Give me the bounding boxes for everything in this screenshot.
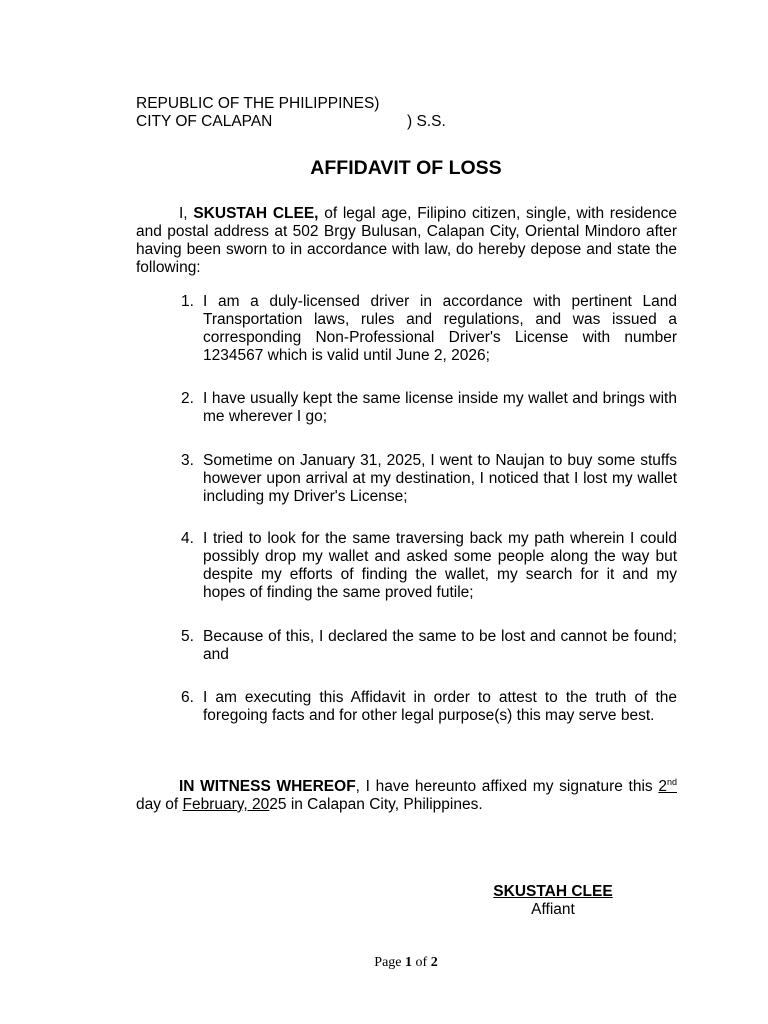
affiant-name-inline: SKUSTAH CLEE, [193, 205, 319, 222]
item-number: 2. [181, 390, 194, 407]
affiant-label: Affiant [531, 901, 575, 918]
item-text: I have usually kept the same license inside my wallet and brings with me wherever I go; [203, 390, 677, 425]
caption-line-1 [136, 95, 446, 113]
witness-day-suffix: nd [666, 777, 677, 787]
item-text: I am executing this Affidavit in order to attest to the truth of the foregoing facts and for other legal purpose(s) this may serve best. [203, 689, 677, 724]
document-title: AFFIDAVIT OF LOSS [310, 157, 502, 179]
caption-republic: REPUBLIC OF THE PHILIPPINES) [136, 95, 380, 112]
case-caption [136, 95, 446, 131]
item-text: Because of this, I declared the same to be lost and cannot be found; and [203, 628, 677, 663]
list-item [181, 628, 677, 664]
page-footer [0, 954, 768, 972]
list-item [181, 293, 677, 365]
intro-body: of legal age, Filipino citizen, single, with residence and postal address at 502 Brgy Bulusan, Calapan City, Oriental Mindoro after having been sworn to in accordance with law, do hereby depose and state the following: [136, 205, 677, 276]
list-item [181, 689, 677, 725]
item-text: I am a duly-licensed driver in accordance with pertinent Land Transportation laws, rules and regulations, and was issued a corresponding Non-Professional Driver's License with number 1234567 which is valid until June 2, 2026; [203, 293, 677, 364]
witness-day [658, 778, 677, 795]
list-item [181, 390, 677, 426]
item-number: 3. [181, 452, 194, 469]
item-number: 6. [181, 689, 194, 706]
witness-paragraph [136, 778, 677, 814]
list-item [181, 530, 677, 602]
item-number: 5. [181, 628, 194, 645]
witness-text-2: day of [136, 796, 183, 813]
witness-day-number: 2 [658, 778, 667, 795]
footer-of-word: of [412, 955, 431, 970]
intro-paragraph [136, 205, 677, 277]
item-number: 1. [181, 293, 194, 310]
witness-month-year: February, 20 [182, 796, 270, 813]
signature-block [470, 883, 636, 919]
witness-text-3: 25 in Calapan City, Philippines. [269, 796, 483, 813]
caption-city: CITY OF CALAPAN [136, 113, 273, 130]
list-item [181, 452, 677, 506]
item-number: 4. [181, 530, 194, 547]
intro-prefix: I, [179, 205, 194, 222]
caption-ss: ) S.S. [407, 113, 446, 130]
footer-total-pages: 2 [430, 955, 438, 970]
footer-page-word: Page [374, 955, 406, 970]
item-text: Sometime on January 31, 2025, I went to Naujan to buy some stuffs however upon arrival at my destination, I noticed that I lost my wallet including my Driver's License; [203, 452, 677, 505]
caption-line-2 [136, 113, 446, 131]
witness-text-1: , I have hereunto affixed my signature this [355, 778, 659, 795]
footer-current-page: 1 [405, 955, 413, 970]
affiant-name: SKUSTAH CLEE [493, 883, 613, 900]
item-text: I tried to look for the same traversing back my path wherein I could possibly drop my wallet and asked some people along the way but despite my efforts of finding the wallet, my search for it and my hopes of finding the same proved futile; [203, 530, 677, 601]
witness-heading: IN WITNESS WHEREOF [179, 778, 356, 795]
